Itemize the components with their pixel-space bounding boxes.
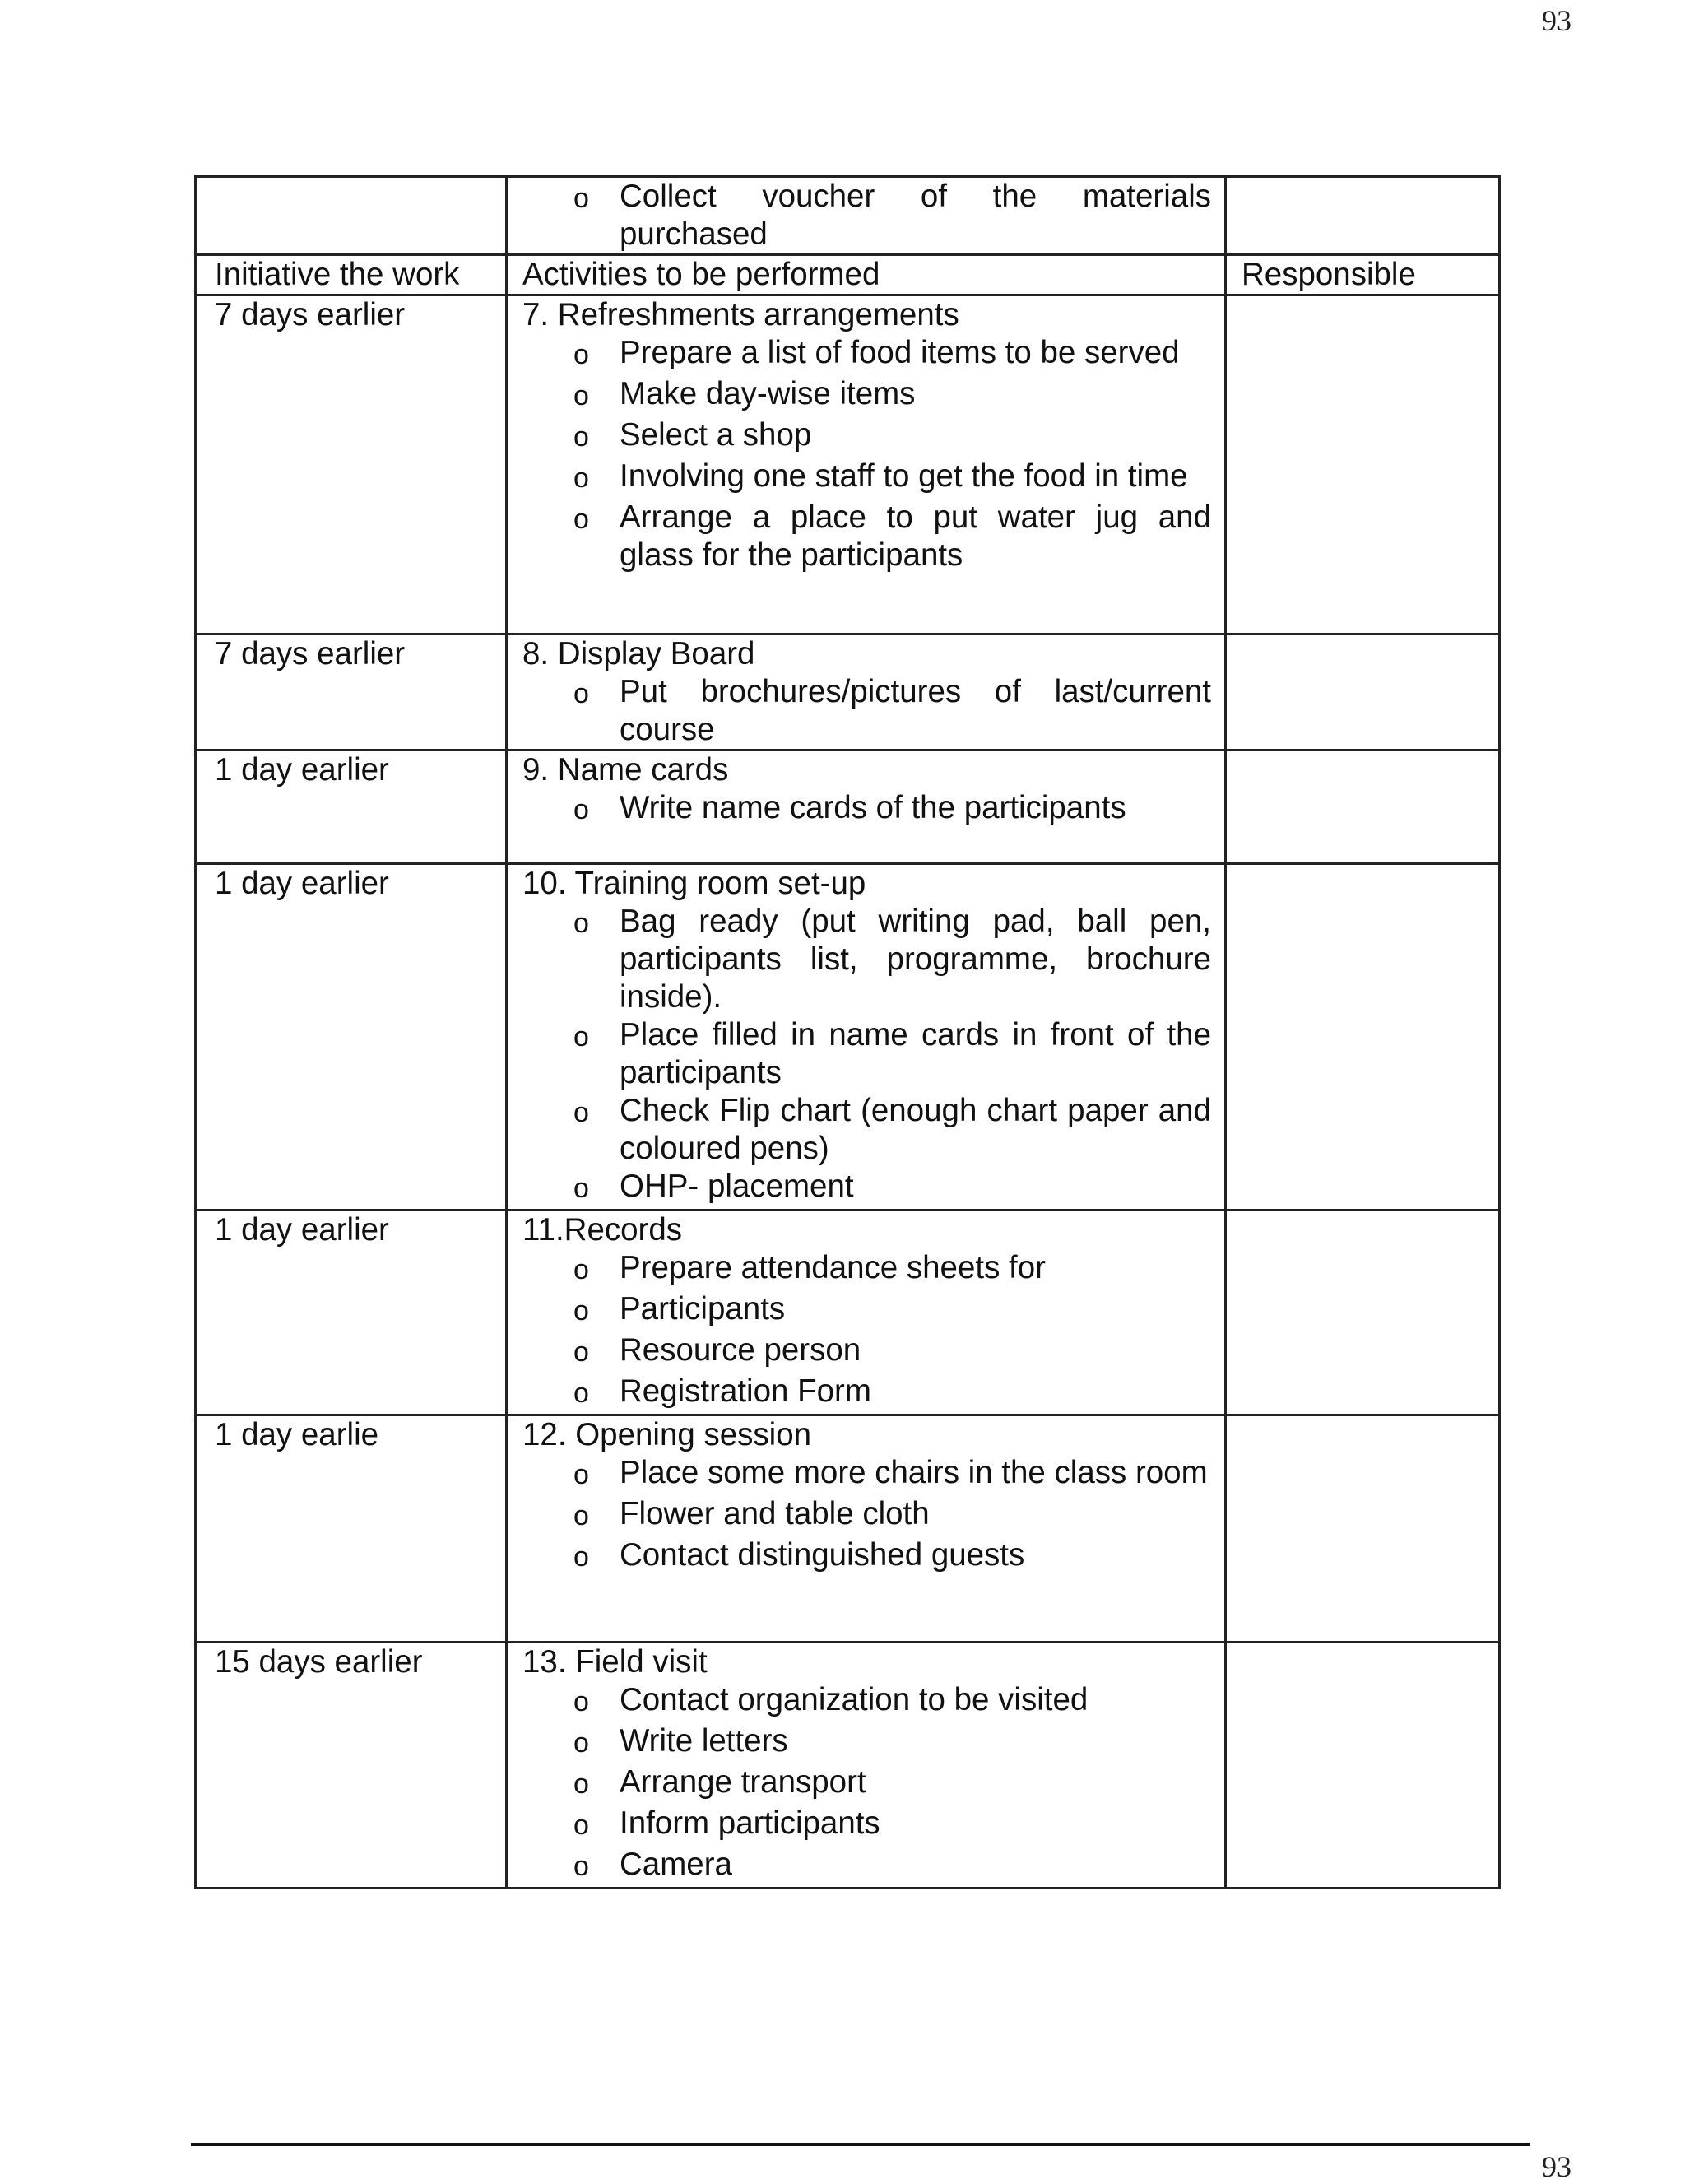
bullet-text: Resource person [620, 1332, 861, 1368]
header-row [196, 255, 1500, 295]
activity-bullet-list [522, 334, 1211, 574]
activity-heading: 8. Display Board [522, 636, 755, 671]
activity-bullet-list [522, 1681, 1211, 1887]
intro-row [196, 177, 1500, 255]
list-item [573, 789, 1211, 830]
header-activities [507, 255, 1226, 295]
bullet-text: Inform participants [620, 1805, 880, 1841]
list-item [573, 1168, 1211, 1209]
table-row [196, 1210, 1500, 1415]
bullet-text: Arrange a place to put water jug and glass for the participants [620, 500, 1211, 573]
bullet-marker: o [573, 1336, 589, 1368]
bullet-text: Select a shop [620, 417, 812, 453]
list-item [573, 375, 1211, 416]
page-number-top: 93 [1542, 4, 1571, 37]
header-activities-label: Activities to be performed [522, 257, 880, 292]
list-item [573, 1536, 1211, 1578]
timing-cell: 1 day earlier [196, 1210, 507, 1415]
bullet-marker: o [573, 1021, 589, 1053]
intro-bullet-list [522, 178, 1211, 253]
page-number-bottom: 93 [1542, 2150, 1571, 2183]
bullet-text: Involving one staff to get the food in time [620, 458, 1188, 494]
bullet-marker: o [573, 1459, 589, 1490]
list-item [573, 1290, 1211, 1331]
bullet-marker: o [573, 1727, 589, 1759]
bullet-text: Place filled in name cards in front of the participants [620, 1017, 1211, 1090]
activity-bullet-list [522, 903, 1211, 1209]
responsible-cell [1226, 1415, 1500, 1643]
activity-bullet-list [522, 1249, 1211, 1414]
bullet-marker: o [573, 794, 589, 825]
bullet-marker: o [573, 1378, 589, 1409]
responsible-cell [1226, 295, 1500, 634]
list-item [573, 1805, 1211, 1846]
activities-cell [507, 1643, 1226, 1889]
list-item [573, 458, 1211, 499]
bullet-marker: o [573, 908, 589, 939]
activities-cell [507, 1415, 1226, 1643]
bullet-marker: o [573, 1097, 589, 1128]
bullet-marker: o [573, 421, 589, 453]
bullet-marker: o [573, 1295, 589, 1327]
activity-bullet-list [522, 673, 1211, 749]
responsible-cell [1226, 864, 1500, 1210]
bullet-marker: o [573, 1254, 589, 1285]
list-item [573, 903, 1211, 1016]
activities-cell [507, 750, 1226, 864]
bullet-text: Prepare a list of food items to be served [620, 335, 1180, 370]
list-item [573, 178, 1211, 253]
bullet-marker: o [573, 678, 589, 709]
footer-rule [191, 2143, 1530, 2146]
bullet-text: Place some more chairs in the class room [620, 1455, 1208, 1490]
table-row [196, 634, 1500, 750]
activities-cell [507, 864, 1226, 1210]
list-item [573, 1373, 1211, 1414]
timing-cell: 1 day earlier [196, 864, 507, 1210]
activities-cell [507, 634, 1226, 750]
activity-schedule-table [194, 175, 1501, 1889]
intro-row-responsible-cell [1226, 177, 1500, 255]
header-initiative: Initiative the work [196, 255, 507, 295]
list-item [573, 1331, 1211, 1373]
responsible-cell [1226, 750, 1500, 864]
activities-cell [507, 1210, 1226, 1415]
list-item [573, 1092, 1211, 1168]
bullet-marker: o [573, 504, 589, 535]
timing-cell: 1 day earlie [196, 1415, 507, 1643]
bullet-marker: o [573, 1768, 589, 1800]
list-item [573, 1454, 1211, 1495]
bullet-marker: o [573, 1541, 589, 1573]
list-item [573, 1249, 1211, 1290]
bullet-text: Bag ready (put writing pad, ball pen, participants list, programme, brochure inside). [620, 904, 1211, 1015]
bullet-text: Arrange transport [620, 1764, 866, 1800]
timing-cell: 15 days earlier [196, 1643, 507, 1889]
list-item [573, 1681, 1211, 1722]
intro-row-activities-cell [507, 177, 1226, 255]
list-item [573, 1016, 1211, 1092]
bullet-marker: o [573, 1173, 589, 1204]
activity-bullet-list [522, 789, 1211, 830]
list-item [573, 1495, 1211, 1536]
bullet-marker: o [573, 1500, 589, 1531]
activity-bullet-list [522, 1454, 1211, 1578]
table-row [196, 295, 1500, 634]
bullet-marker: o [573, 1810, 589, 1841]
bullet-text: Registration Form [620, 1373, 871, 1409]
bullet-marker: o [573, 339, 589, 370]
bullet-text: Flower and table cloth [620, 1496, 930, 1531]
header-responsible: Responsible [1226, 255, 1500, 295]
table-row [196, 750, 1500, 864]
bullet-text: Write letters [620, 1723, 788, 1759]
responsible-cell [1226, 634, 1500, 750]
bullet-marker: o [573, 1851, 589, 1882]
list-item [573, 1763, 1211, 1805]
bullet-text: Make day-wise items [620, 376, 916, 411]
bullet-text: Check Flip chart (enough chart paper and coloured pens) [620, 1093, 1211, 1166]
activity-heading: 10. Training room set-up [522, 866, 866, 901]
bullet-text: Prepare attendance sheets for [620, 1250, 1046, 1285]
bullet-marker: o [573, 462, 589, 494]
timing-cell: 7 days earlier [196, 634, 507, 750]
intro-row-timing-cell [196, 177, 507, 255]
timing-cell: 7 days earlier [196, 295, 507, 634]
bullet-text: Contact organization to be visited [620, 1682, 1089, 1717]
list-item [573, 334, 1211, 375]
table-row [196, 864, 1500, 1210]
bullet-text: Contact distinguished guests [620, 1537, 1025, 1573]
bullet-text: Write name cards of the participants [620, 790, 1126, 825]
bullet-marker: o [573, 1686, 589, 1717]
table-row [196, 1415, 1500, 1643]
list-item [573, 1722, 1211, 1763]
activity-heading: 12. Opening session [522, 1417, 812, 1452]
responsible-cell [1226, 1643, 1500, 1889]
table-row [196, 1643, 1500, 1889]
list-item [573, 499, 1211, 574]
list-item [573, 673, 1211, 749]
activity-heading: 9. Name cards [522, 752, 729, 788]
bullet-text: Participants [620, 1291, 786, 1327]
activity-heading: 7. Refreshments arrangements [522, 297, 959, 332]
bullet-marker: o [573, 380, 589, 411]
list-item [573, 1846, 1211, 1887]
bullet-text: OHP- placement [620, 1169, 854, 1204]
activity-heading: 11.Records [522, 1212, 683, 1248]
list-item [573, 416, 1211, 458]
responsible-cell [1226, 1210, 1500, 1415]
activity-heading: 13. Field visit [522, 1644, 708, 1680]
timing-cell: 1 day earlier [196, 750, 507, 864]
bullet-marker: o [573, 183, 589, 214]
bullet-text: Put brochures/pictures of last/current course [620, 674, 1211, 747]
bullet-text: Camera [620, 1847, 732, 1882]
bullet-text: Collect voucher of the materials purchased [620, 179, 1211, 252]
activities-cell [507, 295, 1226, 634]
